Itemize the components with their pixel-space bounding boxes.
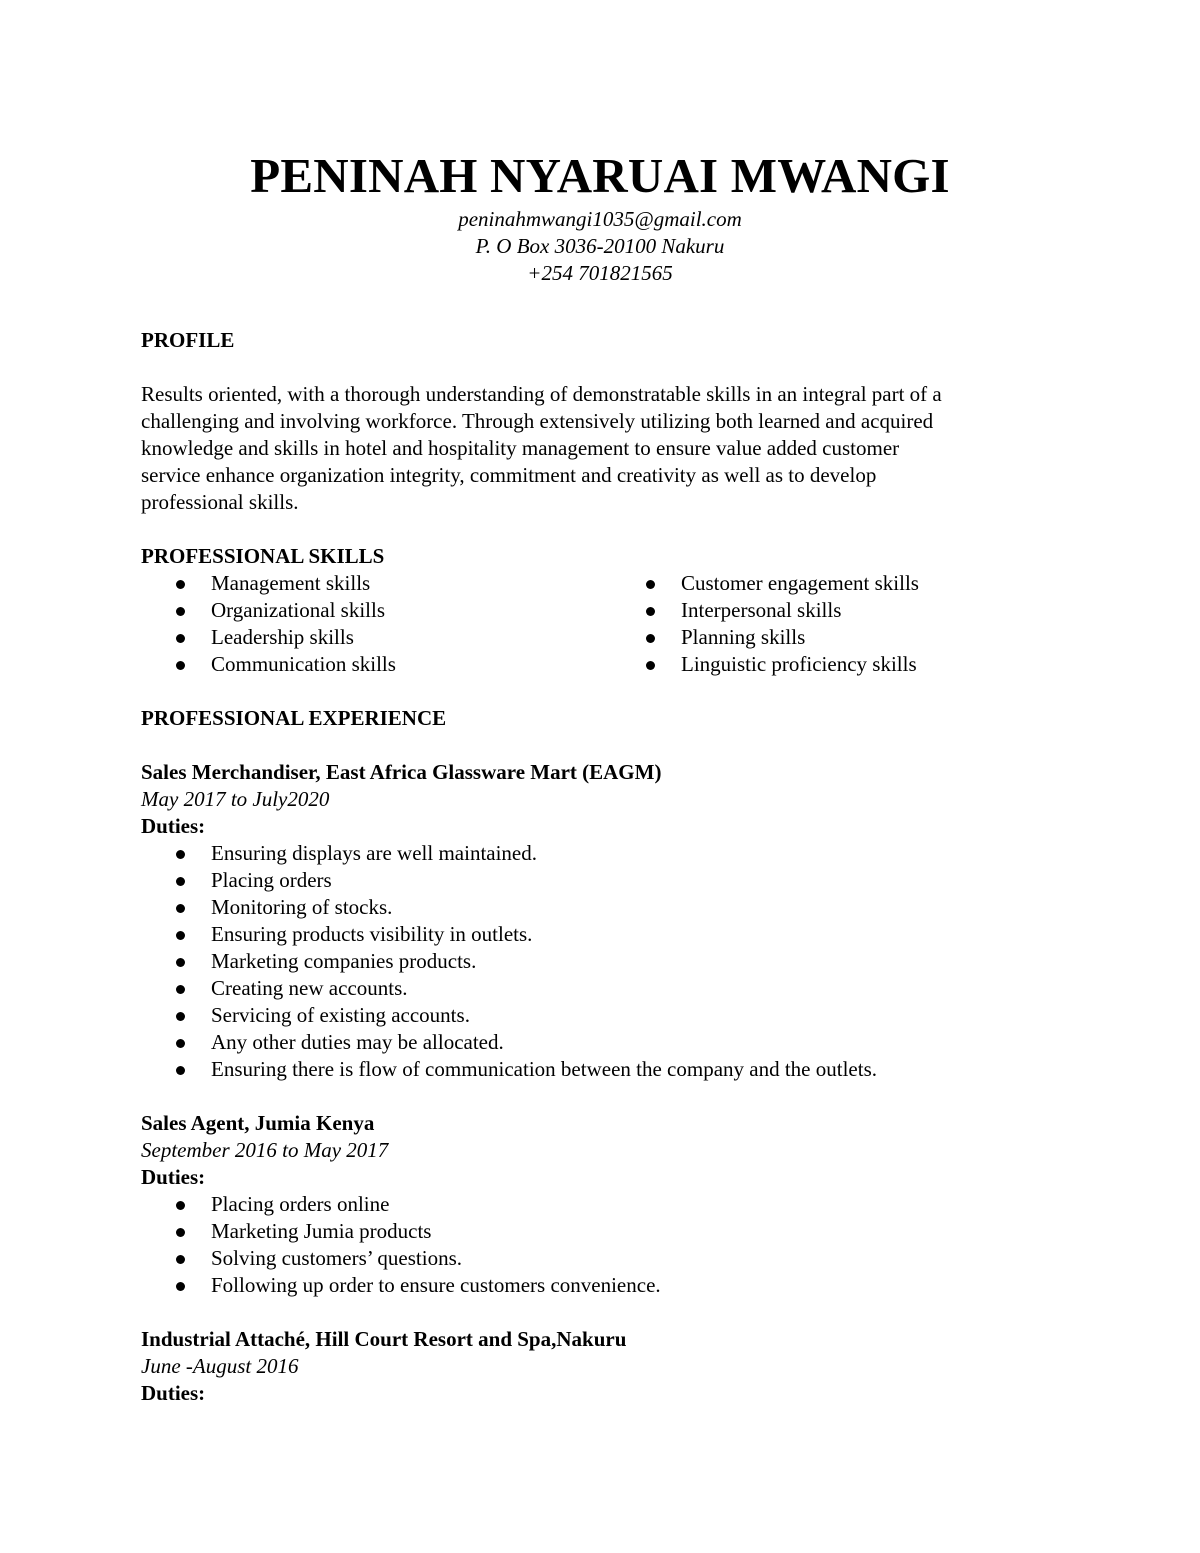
duty-item: Marketing Jumia products [141, 1218, 1081, 1245]
duty-item: Placing orders [141, 867, 1081, 894]
job-entry [141, 1326, 1081, 1407]
spacer [141, 732, 1081, 759]
duty-item: Following up order to ensure customers convenience. [141, 1272, 1081, 1299]
duties-label: Duties: [141, 814, 206, 838]
job-dates: September 2016 to May 2017 [141, 1138, 389, 1162]
spacer [141, 1083, 1081, 1110]
duty-item: Any other duties may be allocated. [141, 1029, 1081, 1056]
job-entry [141, 759, 1081, 1083]
profile-line: knowledge and skills in hotel and hospitality management to ensure value added customer [141, 436, 900, 460]
skill-item: Communication skills [141, 651, 611, 678]
spacer [141, 678, 1081, 705]
skill-item: Linguistic proficiency skills [611, 651, 1081, 678]
experience-heading: PROFESSIONAL EXPERIENCE [141, 706, 447, 730]
contact-email: peninahmwangi1035@gmail.com [458, 207, 742, 231]
job-title: Industrial Attaché, Hill Court Resort and Spa,Nakuru [141, 1327, 627, 1351]
duty-item: Monitoring of stocks. [141, 894, 1081, 921]
spacer [141, 516, 1081, 543]
skill-item: Interpersonal skills [611, 597, 1081, 624]
profile-heading: PROFILE [141, 328, 235, 352]
skill-item: Customer engagement skills [611, 570, 1081, 597]
duties-list [141, 840, 1081, 1083]
skill-item: Planning skills [611, 624, 1081, 651]
skills-left-list [141, 570, 611, 678]
spacer [141, 354, 1081, 381]
duties-list [141, 1191, 1081, 1299]
duty-item: Servicing of existing accounts. [141, 1002, 1081, 1029]
job-title: Sales Merchandiser, East Africa Glassware Mart (EAGM) [141, 760, 662, 784]
contact-address: P. O Box 3036-20100 Nakuru [475, 234, 725, 258]
duties-label: Duties: [141, 1381, 206, 1405]
duty-item: Ensuring products visibility in outlets. [141, 921, 1081, 948]
duty-item: Placing orders online [141, 1191, 1081, 1218]
duty-item: Ensuring displays are well maintained. [141, 840, 1081, 867]
profile-line: challenging and involving workforce. Through extensively utilizing both learned and acquired [141, 409, 934, 433]
duty-item: Creating new accounts. [141, 975, 1081, 1002]
resume-header [0, 146, 1200, 287]
skill-item: Leadership skills [141, 624, 611, 651]
skill-item: Management skills [141, 570, 611, 597]
profile-line: Results oriented, with a thorough understanding of demonstratable skills in an integral part of a [141, 382, 942, 406]
resume-body [141, 327, 1081, 1407]
job-dates: June -August 2016 [141, 1354, 299, 1378]
skills-right-list [611, 570, 1081, 678]
skills-grid [141, 570, 1081, 678]
job-dates: May 2017 to July2020 [141, 787, 330, 811]
job-title: Sales Agent, Jumia Kenya [141, 1111, 375, 1135]
profile-line: professional skills. [141, 490, 299, 514]
duties-label: Duties: [141, 1165, 206, 1189]
skills-heading: PROFESSIONAL SKILLS [141, 544, 385, 568]
job-entry [141, 1110, 1081, 1299]
duty-item: Ensuring there is flow of communication between the company and the outlets. [141, 1056, 1081, 1083]
profile-paragraph [141, 381, 1081, 516]
duty-item: Solving customers’ questions. [141, 1245, 1081, 1272]
profile-line: service enhance organization integrity, commitment and creativity as well as to develop [141, 463, 877, 487]
duty-item: Marketing companies products. [141, 948, 1081, 975]
contact-phone: +254 701821565 [527, 261, 673, 285]
spacer [141, 1299, 1081, 1326]
candidate-name: PENINAH NYARUAI MWANGI [250, 148, 950, 203]
skill-item: Organizational skills [141, 597, 611, 624]
